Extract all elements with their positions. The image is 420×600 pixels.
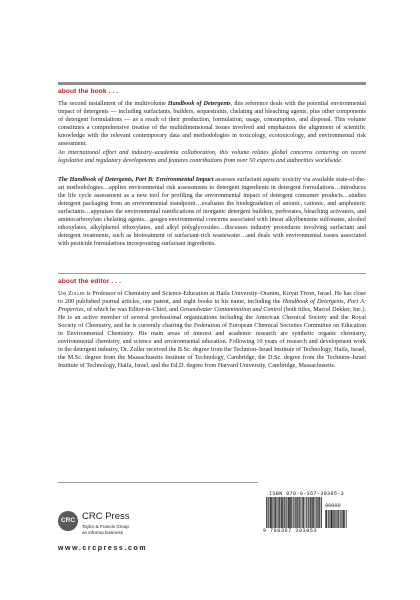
isbn-barcode [266,497,322,529]
barcode-bar [344,510,345,528]
barcode-bar [329,510,330,528]
top-divider-bar [58,82,366,85]
barcode-bar [335,510,336,528]
barcode-bar [336,510,337,528]
publisher-name: CRC Press [82,511,130,522]
about-book-paragraph-2 [58,149,366,165]
about-book-paragraph-1 [58,100,366,148]
editor-text-b: , of which he was Editor-in-Chief, and [83,307,180,314]
barcode-bar [340,510,341,528]
price-barcode [325,510,347,529]
barcode-bar [331,510,332,528]
editor-title-1: Handbook of Detergents, Part A: Properties [58,299,366,314]
barcode-bar [335,510,336,528]
section-divider [58,273,366,274]
p3-text: assesses surfactant aquatic toxicity via available state-of-the-art methodologies…applies environmental risk assessments to detergent ingredients in detergent formulations…introduces the life cycle assessment as a new tool for profiling the environmental impact of detergent consumer products…studies detergent packaging from an environmental standpoint…evaluates the biodegradation of anionic, cationic, and amphoteric surfactants…appraises the environmental ramifications of inorganic detergent builders, perborates, bleaching activators, and aminocarboxylate chelating agents…gauges environmental concerns associated with linear alkylbenzene sulfonates, alcohol ethoxylates, alkylphenol ethoxylates, and alkyl polyglycosides…discusses industry procedures involving surfactant and detergent treatments, such as biotreatment of surfactant-rich wastewater…and deals with environmental issues associated with pesticide formulations incorporating surfactant ingredients. [58,177,366,248]
about-book-paragraph-3 [58,176,366,248]
p3-book-title: The Handbook of Detergents, Part B: Environmental Impact [58,177,214,183]
isbn-label: ISBN 978-0-367-39395-3 [269,491,345,497]
barcode-bar [332,510,333,528]
barcode-bar [343,510,344,528]
price-code: 90000 [325,503,341,509]
barcode-bar [341,510,342,528]
about-editor-paragraph [58,290,366,370]
barcode-bar [325,510,326,528]
barcode-bar [343,510,344,528]
p2-text: An international effort and industry–academia collaboration, this volume relates global concerns centering on recent legislative and regulatory developments and features contributions from over 50 experts and authorities worldwide. [58,150,366,165]
p1-text-b: , this reference deals with the potential environmental impact of detergents — including surfactants, builders, sequestrants, chelating and bleaching agents, plus other components of detergent formulations — as a result of their production, formulation, usage, consumption, and disposal. This volume constitutes a comprehensive treatise of the multidimensional issues involved and emphasizes the alignment of scientific knowledge with the relevant contemporary data and methodologies in toxicology, ecotoxicology, and environmental risk assessment. [58,101,366,148]
barcode-bar [345,510,346,528]
barcode-bar [328,510,329,528]
barcode-bar [342,510,343,528]
barcode-bar [340,510,341,528]
barcode-bar [333,510,334,528]
barcode-bar [346,510,347,528]
barcode-bar [331,510,332,528]
editor-name: Uri Zoller [58,291,85,297]
publisher-url: www.crcpress.com [58,545,148,552]
barcode-bar [326,510,327,528]
publisher-group: Taylor & Francis Group [82,524,129,529]
crc-logo-text: CRC [60,517,76,524]
bottom-divider [58,482,258,483]
about-book-heading: about the book . . . [58,88,119,95]
barcode-bar [326,510,327,528]
about-editor-heading: about the editor . . . [58,278,122,285]
barcode-bar [337,510,338,528]
publisher-company: an informa business [82,530,124,535]
barcode-bar [328,510,329,528]
p1-text-a: The second installment of the multivolume [58,101,168,107]
p1-book-title: Handbook of Detergents [167,101,231,107]
barcode-lead-digit: 9 [263,528,267,534]
editor-title-2: Groundwater Contamination and Control [179,307,283,314]
editor-text-a: is Professor of Chemistry and Science-Education at Haifa University–Oranim, Kiryat Tivon, Israel. He has close to 200 published journal articles, one patent, and eight books to his name, including the [58,291,366,306]
barcode-bar [338,510,339,528]
barcode-bar [331,510,332,528]
barcode-bar [334,510,335,528]
barcode-bar [338,510,339,528]
editor-text-c: (both titles, Marcel Dekker, Inc.). He is an active member of several professional organizations including the American Chemical Society and the Royal Society of Chemistry, and he is currently chairing the Federation of European Chemical Societies Committee on Education in Environmental Chemistry. His main areas of interest and academic research are synthetic organic chemistry, environmental chemistry, and science and environmental education. Following 10 years of research and development work in the detergent industry, Dr. Zoller received the B.Sc. degree from the Technion–Israel Institute of Technology, Haifa, Israel, the M.Sc. degree from the Massachusetts Institute of Technology, Cambridge, the D.Sc. degree from the Technion–Israel Institute of Technology, Haifa, Israel, and the Ed.D. degree from Harvard University, Cambridge, Massachusetts. [58,307,366,370]
barcode-digits: 780367 393953 [270,528,317,534]
